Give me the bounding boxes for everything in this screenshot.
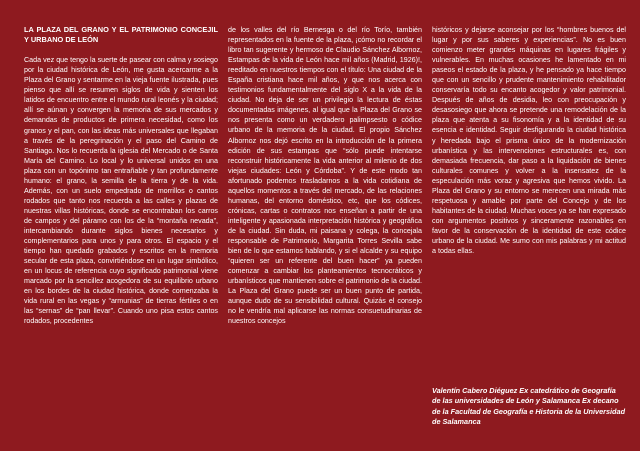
column-1 bbox=[24, 25, 218, 445]
column-3 bbox=[432, 25, 626, 445]
column-spacer bbox=[432, 256, 626, 386]
column-2 bbox=[228, 25, 422, 445]
article-title: LA PLAZA DEL GRANO Y EL PATRIMONIO CONCEJIL Y URBANO DE LEÓN bbox=[24, 25, 218, 45]
column-3-text: históricos y dejarse aconsejar por los “hombres buenos del lugar y por sus saberes y experiencias”. No es buen comienzo meter grandes máquinas en lugares frágiles y vulnerables. En muchas ocasiones he lamentado en mi paseos el estado de la plaza, y he pensado ya hace tiempo que con un sencillo y prudente mantenimiento rehabilitador conservaría todo su encanto acogedor y valor patrimonial. Después de años de desidia, leo con preocupación y desasosiego que ahora se pretende una remodelación de la plaza que atenta a su fisonomía y a la identidad de su esencia e identidad. Seguir desfigurando la ciudad histórica y heredada bajo el prisma único de la modernización urbanística y las intervenciones estructurales es, con demasiada frecuencia, dar paso a la liquidación de bienes culturales comunes y volver a la insensatez de la especulación más voraz y agresiva que hemos vivido. La Plaza del Grano y su entorno se merecen una mirada más respetuosa y amable por parte del Concejo y de los habitantes de la ciudad. Muchas voces ya se han expresado con argumentos positivos y sinceramente razonables en favor de la conservación de la identidad de este códice urbano de la ciudad. Me sumo con mis palabras y mi actitud a todas ellas. bbox=[432, 26, 626, 256]
article-columns bbox=[24, 25, 626, 445]
author-signature: Valentín Cabero Diéguez Ex catedrático de Geografía de las universidades de León y Salamanca Ex decano de la Facultad de Geografía e Historia de la Universidad de Salamanca bbox=[432, 386, 626, 426]
column-1-text: Cada vez que tengo la suerte de pasear con calma y sosiego por la ciudad histórica de León, me gusta acercarme a la Plaza del Grano y sentarme en la vieja fuente ilustrada, pues pienso que allí se resumen siglos de vida y sienten los latidos de encuentro entre el mundo rural leonés y la ciudad; allí se aúnan y convergen la memoria de sus mercados y demandas de productos de primera necesidad, como los granos y el pan, con las ideas más universales que llegaban a través de la peregrinación y el paso del Camino de Santiago. Nos lo recuerda la iglesia del Mercado o de Santa María del Camino. Lo local y lo universal unidos en una plaza con un topónimo tan entrañable y tan profundamente humano: el grano, la semilla de la tierra y de la vida. Además, con un suelo empedrado de morrillos o cantos rodados que tanto nos recuerda a las calles y plazas de nuestras villas históricas, donde se encontraban los carros de campos y del páramo con los de la “montaña nevada”, intercambiando durante siglos bienes necesarios y complementarios para unos y para otros. El espacio y el tiempo han quedado grabados y escritos en la memoria secular de esta plaza, convirtiéndose en un lugar simbólico, en un locus de referencia cuyo significado patrimonial viene marcado por la sencillez acogedora de su equilibrio urbano en los bordes de la ciudad histórica, donde comenzaba la vida rural en las vegas y “armunias” de tierras fértiles o en las “sernas” de “pan llevar”. Cuando uno pisa estos cantos rodados, procedentes bbox=[24, 56, 218, 326]
column-2-text: de los valles del río Bernesga o del río Torío, también representados en la fuente de la plaza, ¡cómo no recordar el libro tan sugerente y hermoso de Claudio Sánchez Albornoz, Estampas de la vida de León hace mil años (Madrid, 1926)!, reeditado en nuestros tiempos con el título: Una ciudad de la España cristiana hace mil años, y que nos acerca con testimonios fundamentalmente del siglo X a la vida de la ciudad. No deja de ser un privilegio la lectura de éstas documentadas imágenes, al igual que la Plaza del Grano se nos presenta como un verdadero palimpsesto o códice urbano de la memoria de la ciudad. El propio Sánchez Albornoz nos dejó escrito en la introducción de la primera edición de sus estampas que “sólo puede intentarse reconstruir históricamente la vida anterior al milenio de dos viejas ciudades: León y Córdoba”. Y de este modo tan afortunado podemos trasladarnos a la vida cotidiana de aquellos momentos a través del mercado, de las relaciones humanas, del entorno doméstico, etc, que los códices, crónicas, cartas o contratos nos enseñan a partir de una inteligente y apasionada interpretación histórica y geográfica de la ciudad. Sin duda, mi paisana y colega, la concejala responsable de Patrimonio, Margarita Torres Sevilla sabe bien de lo que estamos hablando, y si el alcalde y su equipo “quieren ser un referente del buen hacer” ya pueden comenzar a cambiar los planteamientos tecnocráticos y urbanísticos que mantienen sobre el patrimonio de la ciudad. La Plaza del Grano puede ser un buen punto de partida, aunque dudo de su sensibilidad cultural. Quizás el consejo no le vendría mal aplicarse las normas consuetudinarias de nuestros concejos bbox=[228, 26, 422, 326]
